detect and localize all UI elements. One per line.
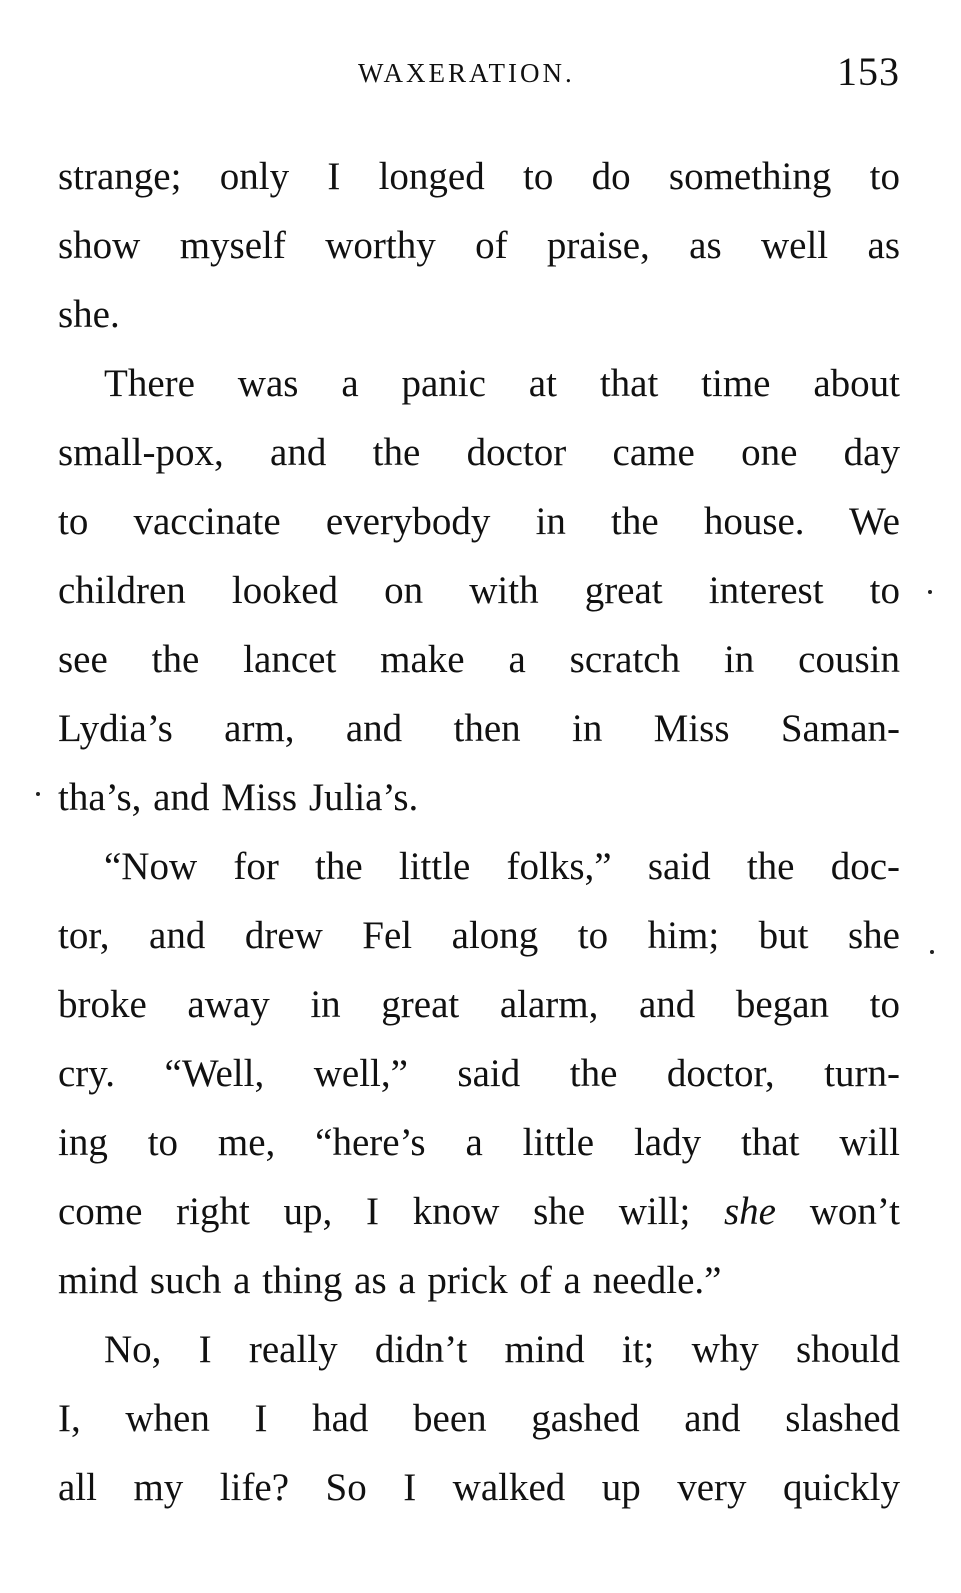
line-text: come right up, I know she will; bbox=[58, 1190, 724, 1233]
text-line: “Now for the little folks,” said the doc- bbox=[104, 845, 900, 888]
text-line: No, I really didn’t mind it; why should bbox=[104, 1328, 900, 1371]
margin-speck bbox=[36, 792, 40, 796]
text-line: she. bbox=[58, 293, 120, 336]
text-line: mind such a thing as a prick of a needle.” bbox=[58, 1259, 722, 1302]
text-line: strange; only I longed to do something to bbox=[58, 155, 900, 198]
text-line: broke away in great alarm, and began to bbox=[58, 983, 900, 1026]
page-number: 153 bbox=[837, 49, 900, 94]
text-line: tha’s, and Miss Julia’s. bbox=[58, 776, 419, 819]
line-text: won’t bbox=[776, 1190, 900, 1233]
text-line: Lydia’s arm, and then in Miss Saman- bbox=[58, 707, 900, 750]
body-text bbox=[58, 142, 900, 1522]
text-line: children looked on with great interest to bbox=[58, 569, 900, 612]
margin-speck bbox=[928, 590, 932, 594]
text-line bbox=[58, 1177, 900, 1246]
text-line: all my life? So I walked up very quickly bbox=[58, 1466, 900, 1509]
text-line: show myself worthy of praise, as well as bbox=[58, 224, 900, 267]
text-line: I, when I had been gashed and slashed bbox=[58, 1397, 900, 1440]
text-line: ing to me, “here’s a little lady that will bbox=[58, 1121, 900, 1164]
running-head bbox=[62, 48, 900, 98]
running-title: WAXERATION. bbox=[358, 58, 575, 88]
emphasis: she bbox=[724, 1190, 776, 1233]
text-line: There was a panic at that time about bbox=[104, 362, 900, 405]
text-line: see the lancet make a scratch in cousin bbox=[58, 638, 900, 681]
text-line: to vaccinate everybody in the house. We bbox=[58, 500, 900, 543]
text-line: small-pox, and the doctor came one day bbox=[58, 431, 900, 474]
text-line: tor, and drew Fel along to him; but she bbox=[58, 914, 900, 957]
text-line: cry. “Well, well,” said the doctor, turn- bbox=[58, 1052, 900, 1095]
margin-speck bbox=[930, 950, 934, 954]
